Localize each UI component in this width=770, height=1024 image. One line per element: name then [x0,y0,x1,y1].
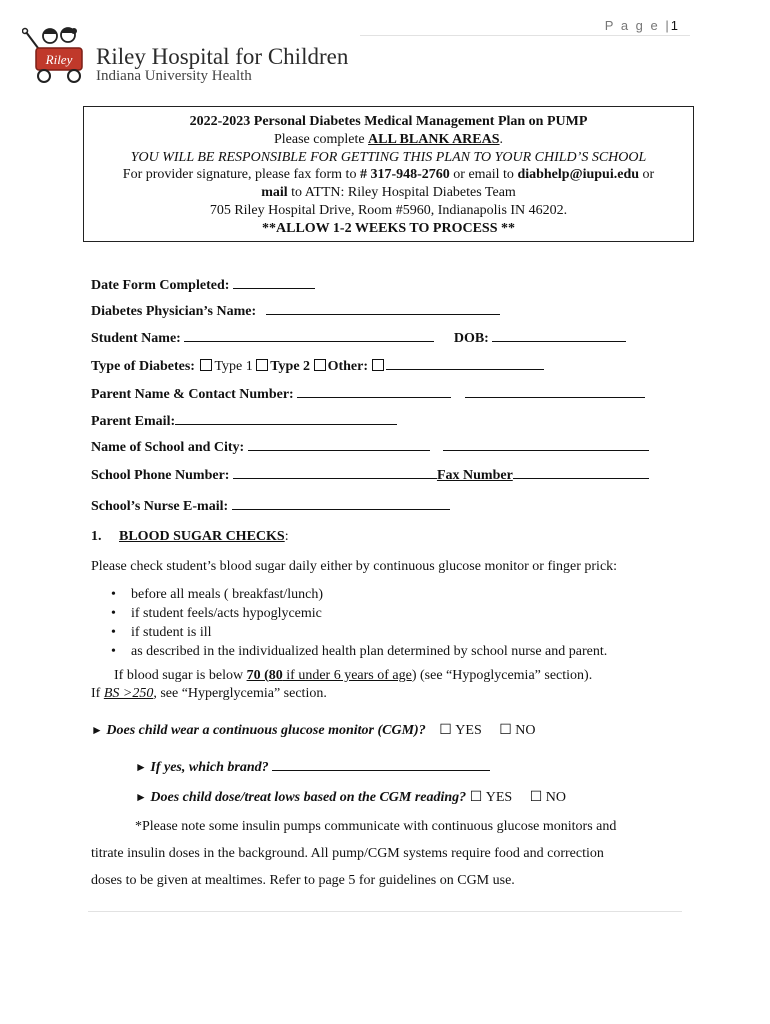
parent-phone-field[interactable] [465,385,645,398]
note-line-3: doses to be given at mealtimes. Refer to page 5 for guidelines on CGM use. [91,873,515,888]
cgm-no-checkbox[interactable]: ☐ [499,723,512,738]
school-phone-row [91,466,649,484]
page-label: P a g e [604,18,660,33]
cgm-question: Does child wear a continuous glucose monitor (CGM)? [106,723,426,738]
page-number [605,18,678,33]
all-blank-areas: ALL BLANK AREAS [368,131,500,147]
responsibility-line: YOU WILL BE RESPONSIBLE FOR GETTING THIS PLAN TO YOUR CHILD’S SCHOOL [130,149,647,165]
footer-rule [88,911,682,912]
type1-label: Type 1 [214,359,253,374]
complete-line: Please complete ALL BLANK AREAS. [273,131,504,147]
riley-logo [22,26,362,96]
parent-email-field[interactable] [175,412,397,425]
other-label: Other: [327,359,368,374]
hospital-name: Riley Hospital for Children [96,44,349,69]
date-completed-field[interactable] [233,276,315,289]
dob-field[interactable] [492,329,626,342]
page-separator: | [665,18,671,33]
section-title: BLOOD SUGAR CHECKS [119,529,285,544]
diabetes-type-label: Type of Diabetes: [91,359,195,374]
dose-question: Does child dose/treat lows based on the CGM reading? [150,790,467,805]
date-completed-row [91,276,315,294]
list-item: • if student is ill [107,625,607,644]
parent-contact-label: Parent Name & Contact Number: [91,387,294,402]
brand-row [135,758,490,776]
instructions-box [83,106,694,242]
nurse-email-label: School’s Nurse E-mail: [91,499,229,514]
parent-name-field[interactable] [297,385,451,398]
nurse-email-field[interactable] [232,497,450,510]
email-address[interactable]: diabhelp@iupui.edu [517,167,640,183]
parent-email-label: Parent Email: [91,414,176,429]
student-name-label: Student Name: [91,331,181,346]
student-name-field[interactable] [184,329,434,342]
type1-checkbox[interactable] [200,359,212,371]
arrow-right-icon: ► [135,760,147,774]
list-item: • as described in the individualized health plan determined by school nurse and parent. [107,644,607,663]
school-city-label: Name of School and City: [91,440,245,455]
other-field[interactable] [386,357,544,370]
other-checkbox-2[interactable] [372,359,384,371]
list-item: • before all meals ( breakfast/lunch) [107,587,607,606]
physician-row [91,302,500,320]
dose-no-checkbox[interactable]: ☐ [529,790,543,805]
fax-number-label: Fax Number [436,468,513,483]
section-number: 1. [91,529,102,544]
check-times-list [107,587,607,663]
cgm-yes-checkbox[interactable]: ☐ [439,723,452,738]
cgm-question-row [91,722,536,739]
arrow-right-icon: ► [135,790,147,804]
dose-yes-checkbox[interactable]: ☐ [469,790,483,805]
wagon-logo-icon [22,26,92,88]
school-phone-field[interactable] [233,466,437,479]
student-row [91,329,626,347]
section-intro: Please check student’s blood sugar daily either by continuous glucose monitor or finger prick: [91,559,618,574]
hypoglycemia-line: If blood sugar is below 70 (80 if under 6 years of age) (see “Hypoglycemia” section). [114,668,593,683]
other-checkbox[interactable] [314,359,326,371]
dose-row [135,789,566,806]
physician-field[interactable] [266,302,500,315]
school-phone-label: School Phone Number: [91,468,230,483]
city-field[interactable] [443,438,649,451]
fax-line: For provider signature, please fax form to # 317-948-2760 or email to diabhelp@iupui.edu or [122,167,655,183]
form-title: 2022-2023 Personal Diabetes Medical Management Plan on PUMP [189,114,588,129]
type2-checkbox[interactable] [256,359,268,371]
wagon-text: Riley [45,52,73,67]
dose-yes-label: YES [485,790,513,805]
list-item: • if student feels/acts hypoglycemic [107,606,607,625]
header-rule [360,35,690,36]
nurse-email-row [91,497,450,515]
note-line-1: *Please note some insulin pumps communicate with continuous glucose monitors and [135,819,617,834]
hyperglycemia-line: If BS >250, see “Hyperglycemia” section. [91,686,327,701]
mail-line: mail to ATTN: Riley Hospital Diabetes Team [261,185,516,201]
page-number-value: 1 [670,18,678,33]
school-name-field[interactable] [248,438,430,451]
date-completed-label: Date Form Completed: [91,278,230,293]
hospital-subtitle: Indiana University Health [96,68,252,84]
dose-no-label: NO [545,790,566,805]
parent-email-row [91,412,397,430]
physician-label: Diabetes Physician’s Name: [91,304,257,319]
type2-label: Type 2 [270,359,311,374]
brand-question: If yes, which brand? [150,760,269,775]
dob-label: DOB: [453,331,489,346]
diabetes-type-row [91,357,544,375]
school-city-row [91,438,649,456]
parent-contact-row [91,385,645,403]
process-time-line: **ALLOW 1-2 WEEKS TO PROCESS ** [262,220,515,236]
fax-number: # 317-948-2760 [359,167,450,183]
cgm-yes-label: YES [455,723,482,738]
cgm-no-label: NO [515,723,536,738]
brand-field[interactable] [272,758,490,771]
section-1-heading: 1. BLOOD SUGAR CHECKS: [91,529,289,544]
fax-number-field[interactable] [513,466,649,479]
arrow-right-icon: ► [91,723,103,737]
note-line-2: titrate insulin doses in the background. All pump/CGM systems require food and correction [91,846,604,861]
address-line: 705 Riley Hospital Drive, Room #5960, Indianapolis IN 46202. [209,202,568,218]
